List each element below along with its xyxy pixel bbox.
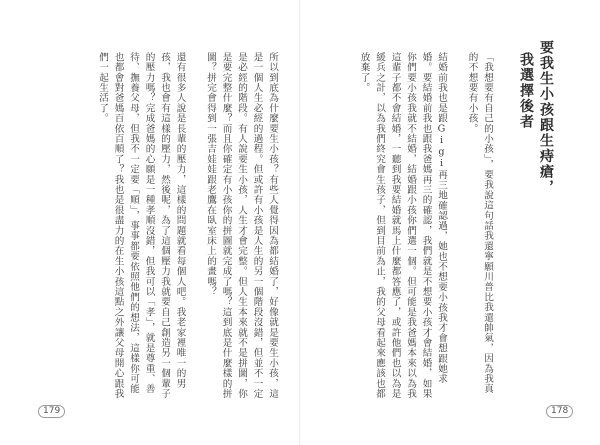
paragraph: 結婚前我也是跟Gigi再三地確認過，她也不想要小孩我才會想跟她求婚。要結婚前我也跟我爸媽再三的確認，我們就是不想要小孩才會結婚，如果你們要小孩我就不結婚，結婚跟小孩你們選一個。但可能是我爸媽本來以為我這輩子都不會結婚，一聽到我要結婚就馬上什麼都答應了，或許他們也以為是緩兵之計，以為我們終究會生孩子，但到目前為止，我的父母看起來應該也都放棄了。 — [358, 52, 447, 399]
paragraph: 所以到底為什麼要生小孩？有些人覺得因為都結婚了，好像就是要生小孩，這是一個人生必經的過程。但或許有小孩是人生的另一個階段沒錯，但並不一定是必經的階段。有人說要生小孩，人生才會完整。但人生本來就不是拼圖，你是要完整什麼？而且你確定有小孩你的拼圖就完成了嗎？這到底是什麼樣的拼圖？拼完會得到一張吉娃娃跟老鷹在臥室床上的畫嗎？ — [205, 52, 278, 399]
page-number: 179 — [38, 405, 65, 418]
right-page-text — [320, 52, 495, 402]
left-page — [0, 0, 299, 445]
paragraph: 還有很多人說是長輩的壓力，這樣的問題就看每個人吧。我老家裡唯一的男孩，我也會有這樣的壓力，然後呢，為了這個壓力我就要自己創造另一個輩子的壓力嗎？完成爸媽的心願是一種孝順沒錯，但我可以「孝」，就是尊重、善待、撫養父母，但我不一定要「順」，事事都要依照他們的想法，這樣你可能也都會對爸媽百依百順了？我也是很盡力的在生小孩這點之外讓父母開心跟我們一起生活了。 — [97, 52, 186, 399]
paragraph: 「我想要有自己的小孩」，要我說這句話我還寧願川普比我還帥氣，因為我真的不想要有小孩。 — [466, 52, 493, 394]
page-number: 178 — [546, 405, 573, 418]
chapter-title — [516, 40, 556, 195]
left-page-text — [40, 52, 280, 402]
chapter-title-line-1: 要我生小孩跟生痔瘡， — [538, 40, 554, 195]
chapter-title-line-2: 我選擇後者 — [518, 52, 534, 130]
